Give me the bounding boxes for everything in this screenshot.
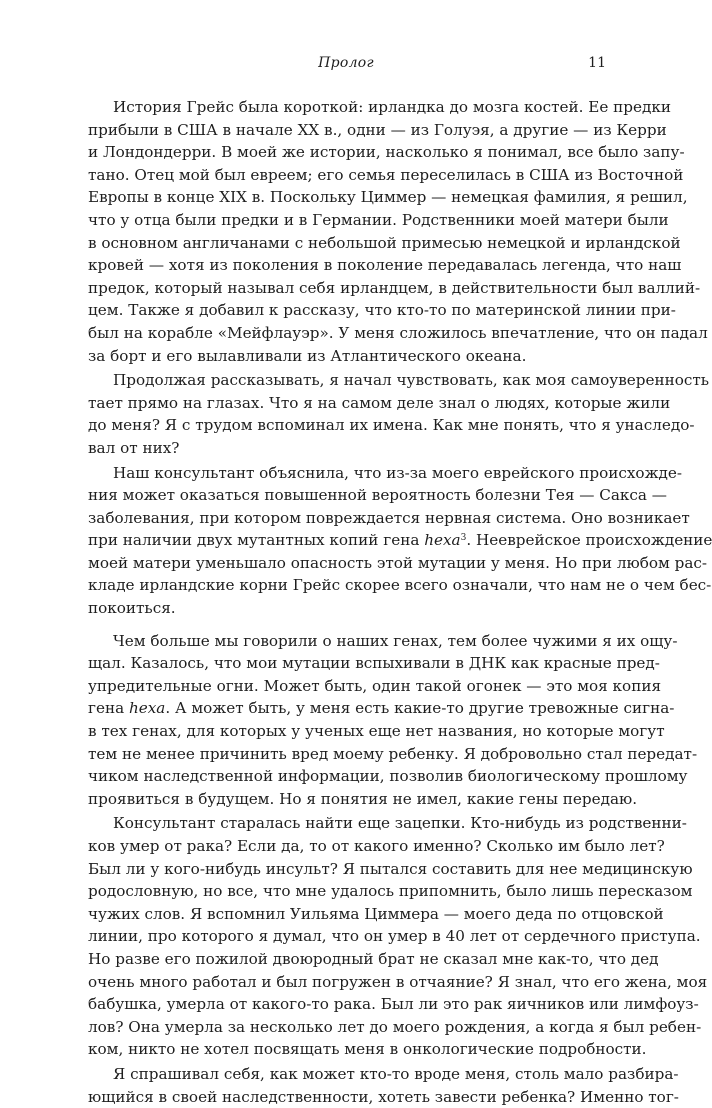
text-line: Чем больше мы говорили о наших генах, тем более чужими я их ощу-: [113, 631, 678, 650]
text-line: проявиться в будущем. Но я понятия не имел, какие гены передаю.: [88, 789, 638, 808]
text-line: Наш консультант объяснила, что из-за моего еврейского происхожде-: [113, 463, 683, 482]
text-line: кровей — хотя из поколения в поколение передавалась легенда, что наш: [88, 256, 682, 275]
text-line: Европы в конце XIX в. Поскольку Циммер — немецкая фамилия, я решил,: [88, 188, 688, 207]
text-line: за борт и его вылавливали из Атлантического океана.: [88, 346, 527, 365]
text-line: моей матери уменьшало опасность этой мутации у меня. Но при любом рас-: [88, 553, 708, 572]
gene-name: hexa: [424, 531, 461, 550]
text-line: что у отца были предки и в Германии. Родственники моей матери были: [88, 210, 669, 229]
text-line: предок, который называл себя ирландцем, в действительности был валлий-: [88, 278, 701, 297]
text-line: упредительные огни. Может быть, один такой огонек — это моя копия: [88, 676, 662, 695]
text-line: История Грейс была короткой: ирландка до мозга костей. Ее предки: [113, 98, 671, 116]
text-segment: . А может быть, у меня есть какие-то другие тревожные сигна-: [165, 699, 675, 718]
text-line: щал. Казалось, что мои мутации вспыхивали в ДНК как красные пред-: [88, 654, 660, 673]
text-line: прибыли в США в начале XX в., одни — из Голуэя, а другие — из Керри: [88, 120, 667, 139]
running-header: [86, 55, 606, 79]
text-line-with-gene: [88, 529, 712, 552]
paragraph: [88, 1063, 679, 1108]
paragraph: [88, 630, 698, 811]
paragraph: [88, 462, 712, 620]
running-title: Пролог: [318, 55, 374, 71]
text-line: ния может оказаться повышенной вероятность болезни Тея — Сакса —: [88, 486, 667, 505]
text-line: Продолжая рассказывать, я начал чувствовать, как моя самоуверенность: [113, 371, 710, 390]
text-segment: . Нееврейское происхождение: [466, 531, 712, 550]
text-line: покоиться.: [88, 599, 176, 618]
text-line: в основном англичанами с небольшой примесью немецкой и ирландской: [88, 233, 681, 252]
text-line: очень много работал и был погружен в отчаяние? Я знал, что его жена, моя: [88, 972, 708, 991]
paragraph: [88, 812, 708, 1061]
text-line: бабушка, умерла от какого-то рака. Был ли это рак яичников или лимфоуз-: [88, 995, 699, 1014]
body-text: [88, 96, 712, 1108]
page-number: 11: [588, 55, 606, 71]
text-line: ком, никто не хотел посвящать меня в онкологические подробности.: [88, 1040, 647, 1059]
text-segment: гена: [88, 699, 129, 718]
text-line: чужих слов. Я вспомнил Уильяма Циммера — моего деда по отцовской: [88, 904, 664, 923]
text-line: ков умер от рака? Если да, то от какого именно? Сколько им было лет?: [88, 837, 665, 855]
text-line: Я спрашивал себя, как может кто-то вроде меня, столь мало разбира-: [113, 1064, 679, 1083]
text-line: до меня? Я с трудом вспоминал их имена. Как мне понять, что я унаследо-: [88, 416, 695, 435]
text-line: кладе ирландские корни Грейс скорее всего означали, что нам не о чем бес-: [88, 576, 712, 595]
text-line: линии, про которого я думал, что он умер в 40 лет от сердечного приступа.: [88, 927, 701, 946]
text-line-with-gene: [88, 697, 675, 720]
text-line: родословную, но все, что мне удалось припомнить, было лишь пересказом: [88, 882, 693, 901]
text-line: тано. Отец мой был евреем; его семья переселилась в США из Восточной: [88, 165, 684, 184]
text-line: ющийся в своей наследственности, хотеть завести ребенка? Именно тог-: [88, 1087, 679, 1106]
text-line: тает прямо на глазах. Что я на самом деле знал о людях, которые жили: [88, 393, 671, 412]
gene-name: hexa: [128, 699, 166, 718]
text-line: вал от них?: [88, 438, 180, 457]
paragraph: [88, 96, 708, 367]
paragraph: [88, 369, 710, 459]
text-line: цем. Также я добавил к рассказу, что кто-то по материнской линии при-: [88, 301, 676, 320]
text-line: и Лондондерри. В моей же истории, насколько я понимал, все было запу-: [88, 143, 685, 162]
text-line: Консультант старалась найти еще зацепки. Кто-нибудь из родственни-: [113, 814, 687, 833]
text-segment: при наличии двух мутантных копий гена: [88, 531, 425, 550]
text-line: Но разве его пожилой двоюродный брат не сказал мне как-то, что дед: [88, 949, 659, 968]
footnote-ref[interactable]: 3: [460, 533, 467, 544]
text-line: тем не менее причинить вред моему ребенку. Я добровольно стал передат-: [88, 744, 698, 763]
text-line: заболевания, при котором повреждается нервная система. Оно возникает: [88, 508, 690, 527]
text-line: был на корабле «Мейфлауэр». У меня сложилось впечатление, что он падал: [88, 323, 708, 342]
text-line: чиком наследственной информации, позволив биологическому прошлому: [88, 767, 688, 786]
text-line: лов? Она умерла за несколько лет до моего рождения, а когда я был ребен-: [88, 1017, 702, 1036]
text-line: в тех генах, для которых у ученых еще нет названия, но которые могут: [88, 722, 665, 741]
text-line: Был ли у кого-нибудь инсульт? Я пытался составить для нее медицинскую: [88, 859, 693, 878]
